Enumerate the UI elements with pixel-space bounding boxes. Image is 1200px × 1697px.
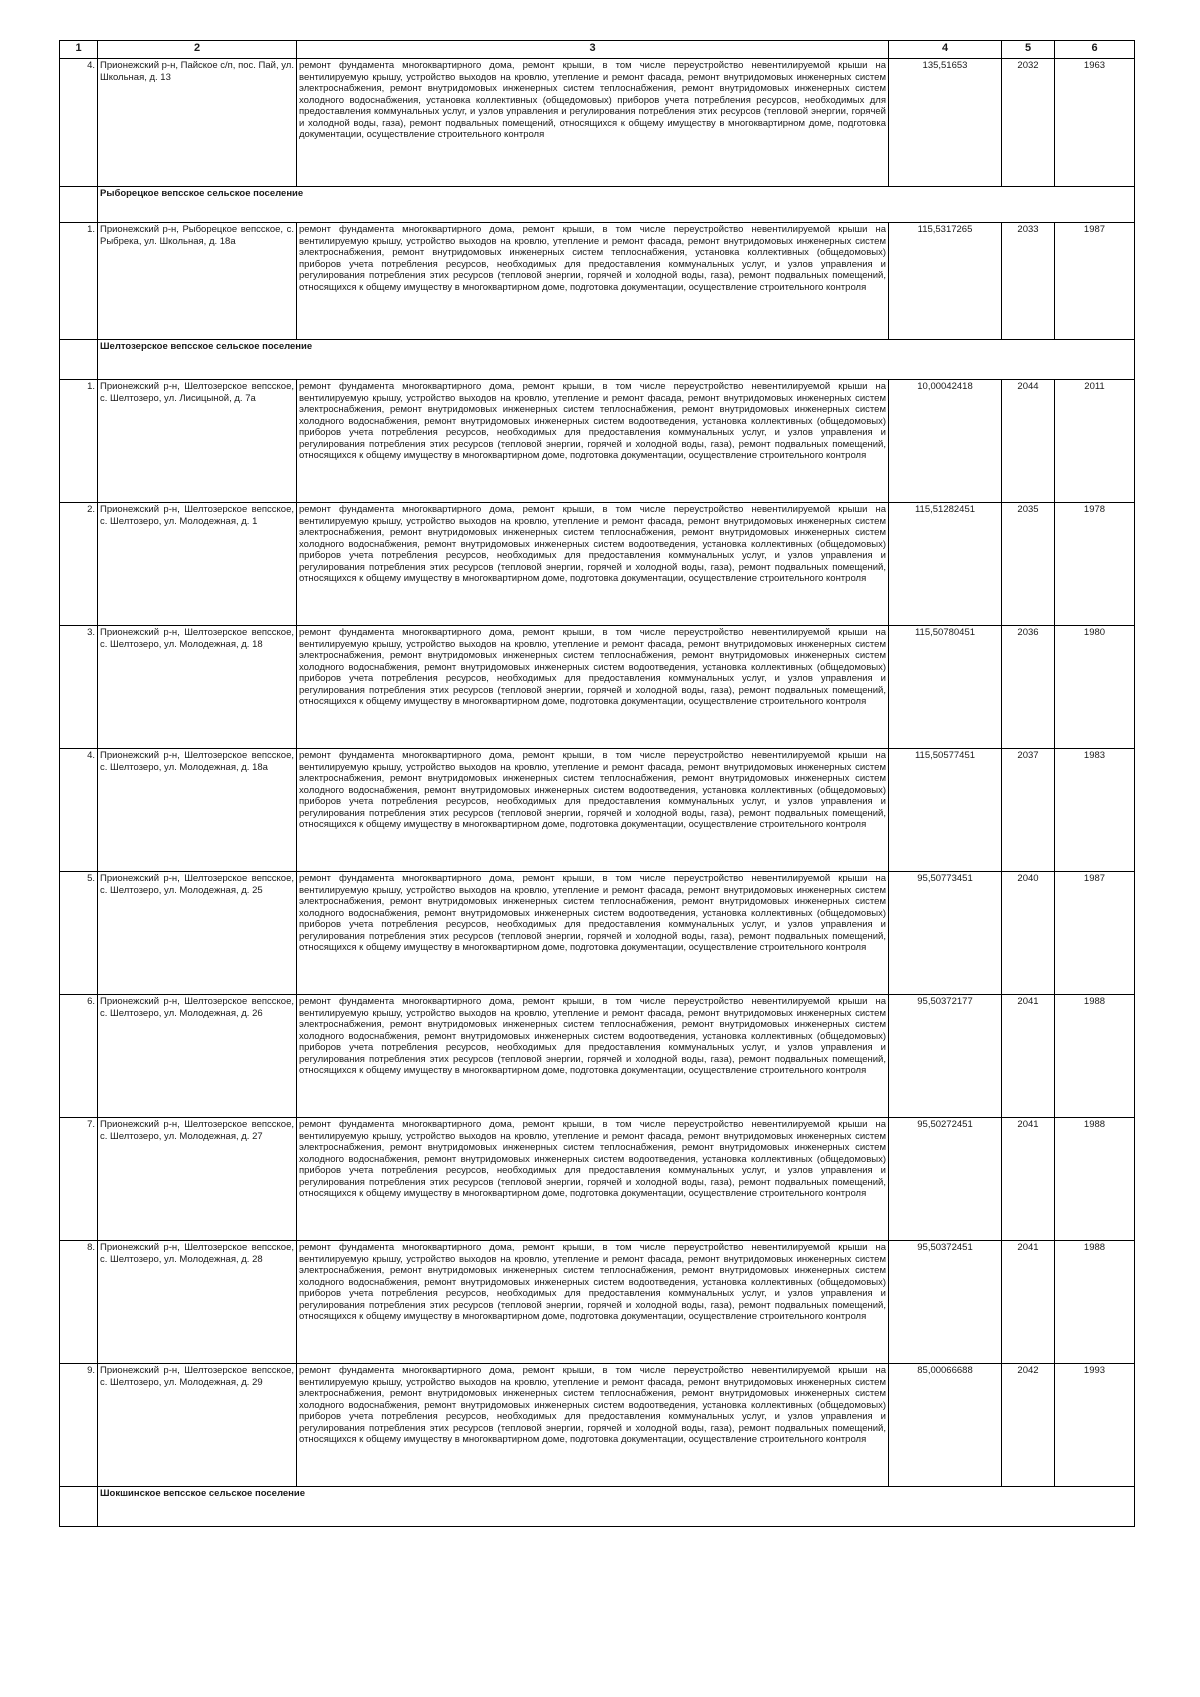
- works-cell: ремонт фундамента многоквартирного дома, ремонт крыши, в том числе переустройство невентилируемой крыши на вентилируемую крышу, устройство выходов на кровлю, утепление и ремонт фасада, ремонт внутридомовых инженерных систем электроснабжения, ремонт внутридомовых инженерных систем теплоснабжения, установка коллективных (общедомовых) приборов учета потребления ресурсов, необходимых для предоставления коммунальных услуг, и узлов управления и регулирования потребления этих ресурсов (тепловой энергии, горячей и холодной воды, газа), ремонт подвальных помещений, относящихся к общему имуществу в многоквартирном доме, подготовка документации, осуществление строительного контроля: [297, 223, 889, 340]
- cost-cell: 95,50773451: [889, 872, 1002, 995]
- row-number: 7.: [60, 1118, 98, 1241]
- built-year-cell: 1963: [1055, 59, 1135, 187]
- built-year-cell: 1988: [1055, 1118, 1135, 1241]
- planned-year-cell: 2040: [1002, 872, 1055, 995]
- address-cell: Прионежский р-н, Шелтозерское вепсское, с. Шелтозеро, ул. Молодежная, д. 28: [98, 1241, 297, 1364]
- cost-cell: 95,50372177: [889, 995, 1002, 1118]
- address-cell: Прионежский р-н, Пайское с/п, пос. Пай, ул. Школьная, д. 13: [98, 59, 297, 187]
- address-cell: Прионежский р-н, Шелтозерское вепсское, с. Шелтозеро, ул. Молодежная, д. 25: [98, 872, 297, 995]
- planned-year-cell: 2033: [1002, 223, 1055, 340]
- row-number: 9.: [60, 1364, 98, 1487]
- works-cell: ремонт фундамента многоквартирного дома, ремонт крыши, в том числе переустройство невентилируемой крыши на вентилируемую крышу, устройство выходов на кровлю, утепление и ремонт фасада, ремонт внутридомовых инженерных систем электроснабжения, ремонт внутридомовых инженерных систем теплоснабжения, ремонт внутридомовых инженерных систем холодного водоснабжения, ремонт внутридомовых инженерных систем водоотведения, установка коллективных (общедомовых) приборов учета потребления ресурсов, необходимых для предоставления коммунальных услуг, и узлов управления и регулирования потребления этих ресурсов (тепловой энергии, горячей и холодной воды, газа), ремонт подвальных помещений, относящихся к общему имуществу в многоквартирном доме, подготовка документации, осуществление строительного контроля: [297, 872, 889, 995]
- section-blank-cell: [60, 187, 98, 223]
- works-cell: ремонт фундамента многоквартирного дома, ремонт крыши, в том числе переустройство невентилируемой крыши на вентилируемую крышу, устройство выходов на кровлю, утепление и ремонт фасада, ремонт внутридомовых инженерных систем электроснабжения, ремонт внутридомовых инженерных систем теплоснабжения, ремонт внутридомовых инженерных систем холодного водоснабжения, ремонт внутридомовых инженерных систем водоотведения, установка коллективных (общедомовых) приборов учета потребления ресурсов, необходимых для предоставления коммунальных услуг, и узлов управления и регулирования потребления этих ресурсов (тепловой энергии, горячей и холодной воды, газа), ремонт подвальных помещений, относящихся к общему имуществу в многоквартирном доме, подготовка документации, осуществление строительного контроля: [297, 995, 889, 1118]
- planned-year-cell: 2032: [1002, 59, 1055, 187]
- row-number: 5.: [60, 872, 98, 995]
- cost-cell: 95,50372451: [889, 1241, 1002, 1364]
- cost-cell: 135,51653: [889, 59, 1002, 187]
- section-row: [60, 340, 1135, 380]
- table-row: [60, 872, 1135, 995]
- row-number: 4.: [60, 749, 98, 872]
- column-header: 1: [60, 41, 98, 59]
- cost-cell: 85,00066688: [889, 1364, 1002, 1487]
- cost-cell: 115,50577451: [889, 749, 1002, 872]
- cost-cell: 115,5317265: [889, 223, 1002, 340]
- table-row: [60, 503, 1135, 626]
- built-year-cell: 1988: [1055, 1241, 1135, 1364]
- built-year-cell: 1987: [1055, 872, 1135, 995]
- table-row: [60, 995, 1135, 1118]
- address-cell: Прионежский р-н, Шелтозерское вепсское, с. Шелтозеро, ул. Молодежная, д. 18: [98, 626, 297, 749]
- table-header-row: [60, 41, 1135, 59]
- planned-year-cell: 2041: [1002, 1118, 1055, 1241]
- works-cell: ремонт фундамента многоквартирного дома, ремонт крыши, в том числе переустройство невентилируемой крыши на вентилируемую крышу, устройство выходов на кровлю, утепление и ремонт фасада, ремонт внутридомовых инженерных систем электроснабжения, ремонт внутридомовых инженерных систем теплоснабжения, ремонт внутридомовых инженерных систем холодного водоснабжения, ремонт внутридомовых инженерных систем водоотведения, установка коллективных (общедомовых) приборов учета потребления ресурсов, необходимых для предоставления коммунальных услуг, и узлов управления и регулирования потребления этих ресурсов (тепловой энергии, горячей и холодной воды, газа), ремонт подвальных помещений, относящихся к общему имуществу в многоквартирном доме, подготовка документации, осуществление строительного контроля: [297, 749, 889, 872]
- address-cell: Прионежский р-н, Шелтозерское вепсское, с. Шелтозеро, ул. Молодежная, д. 18а: [98, 749, 297, 872]
- planned-year-cell: 2035: [1002, 503, 1055, 626]
- column-header: 3: [297, 41, 889, 59]
- address-cell: Прионежский р-н, Шелтозерское вепсское, с. Шелтозеро, ул. Лисицыной, д. 7а: [98, 380, 297, 503]
- row-number: 6.: [60, 995, 98, 1118]
- works-cell: ремонт фундамента многоквартирного дома, ремонт крыши, в том числе переустройство невентилируемой крыши на вентилируемую крышу, устройство выходов на кровлю, утепление и ремонт фасада, ремонт внутридомовых инженерных систем электроснабжения, ремонт внутридомовых инженерных систем теплоснабжения, ремонт внутридомовых инженерных систем холодного водоснабжения, ремонт внутридомовых инженерных систем водоотведения, установка коллективных (общедомовых) приборов учета потребления ресурсов, необходимых для предоставления коммунальных услуг, и узлов управления и регулирования потребления этих ресурсов (тепловой энергии, горячей и холодной воды, газа), ремонт подвальных помещений, относящихся к общему имуществу в многоквартирном доме, подготовка документации, осуществление строительного контроля: [297, 503, 889, 626]
- section-title: Рыборецкое вепсское сельское поселение: [98, 187, 1135, 223]
- planned-year-cell: 2041: [1002, 1241, 1055, 1364]
- column-header: 2: [98, 41, 297, 59]
- table-row: [60, 223, 1135, 340]
- section-title: Шелтозерское вепсское сельское поселение: [98, 340, 1135, 380]
- cost-cell: 95,50272451: [889, 1118, 1002, 1241]
- column-header: 4: [889, 41, 1002, 59]
- cost-cell: 115,51282451: [889, 503, 1002, 626]
- row-number: 8.: [60, 1241, 98, 1364]
- planned-year-cell: 2041: [1002, 995, 1055, 1118]
- table-row: [60, 1118, 1135, 1241]
- table-row: [60, 749, 1135, 872]
- table-row: [60, 59, 1135, 187]
- section-title: Шокшинское вепсское сельское поселение: [98, 1487, 1135, 1527]
- column-header: 5: [1002, 41, 1055, 59]
- planned-year-cell: 2036: [1002, 626, 1055, 749]
- row-number: 4.: [60, 59, 98, 187]
- row-number: 1.: [60, 380, 98, 503]
- table-row: [60, 1364, 1135, 1487]
- built-year-cell: 1983: [1055, 749, 1135, 872]
- works-cell: ремонт фундамента многоквартирного дома, ремонт крыши, в том числе переустройство невентилируемой крыши на вентилируемую крышу, устройство выходов на кровлю, утепление и ремонт фасада, ремонт внутридомовых инженерных систем электроснабжения, ремонт внутридомовых инженерных систем теплоснабжения, ремонт внутридомовых инженерных систем холодного водоснабжения, ремонт внутридомовых инженерных систем водоотведения, установка коллективных (общедомовых) приборов учета потребления ресурсов, необходимых для предоставления коммунальных услуг, и узлов управления и регулирования потребления этих ресурсов (тепловой энергии, горячей и холодной воды, газа), ремонт подвальных помещений, относящихся к общему имуществу в многоквартирном доме, подготовка документации, осуществление строительного контроля: [297, 380, 889, 503]
- built-year-cell: 1987: [1055, 223, 1135, 340]
- section-blank-cell: [60, 1487, 98, 1527]
- works-cell: ремонт фундамента многоквартирного дома, ремонт крыши, в том числе переустройство невентилируемой крыши на вентилируемую крышу, устройство выходов на кровлю, утепление и ремонт фасада, ремонт внутридомовых инженерных систем электроснабжения, ремонт внутридомовых инженерных систем теплоснабжения, ремонт внутридомовых инженерных систем холодного водоснабжения, ремонт внутридомовых инженерных систем водоотведения, установка коллективных (общедомовых) приборов учета потребления ресурсов, необходимых для предоставления коммунальных услуг, и узлов управления и регулирования потребления этих ресурсов (тепловой энергии, горячей и холодной воды, газа), ремонт подвальных помещений, относящихся к общему имуществу в многоквартирном доме, подготовка документации, осуществление строительного контроля: [297, 1118, 889, 1241]
- section-row: [60, 1487, 1135, 1527]
- section-blank-cell: [60, 340, 98, 380]
- address-cell: Прионежский р-н, Рыборецкое вепсское, с. Рыбрека, ул. Школьная, д. 18а: [98, 223, 297, 340]
- built-year-cell: 1993: [1055, 1364, 1135, 1487]
- built-year-cell: 2011: [1055, 380, 1135, 503]
- works-cell: ремонт фундамента многоквартирного дома, ремонт крыши, в том числе переустройство невентилируемой крыши на вентилируемую крышу, устройство выходов на кровлю, утепление и ремонт фасада, ремонт внутридомовых инженерных систем электроснабжения, ремонт внутридомовых инженерных систем теплоснабжения, ремонт внутридомовых инженерных систем холодного водоснабжения, ремонт внутридомовых инженерных систем водоотведения, установка коллективных (общедомовых) приборов учета потребления ресурсов, необходимых для предоставления коммунальных услуг, и узлов управления и регулирования потребления этих ресурсов (тепловой энергии, горячей и холодной воды, газа), ремонт подвальных помещений, относящихся к общему имуществу в многоквартирном доме, подготовка документации, осуществление строительного контроля: [297, 626, 889, 749]
- column-header: 6: [1055, 41, 1135, 59]
- address-cell: Прионежский р-н, Шелтозерское вепсское, с. Шелтозеро, ул. Молодежная, д. 27: [98, 1118, 297, 1241]
- cost-cell: 115,50780451: [889, 626, 1002, 749]
- table-body: [60, 59, 1135, 1527]
- address-cell: Прионежский р-н, Шелтозерское вепсское, с. Шелтозеро, ул. Молодежная, д. 29: [98, 1364, 297, 1487]
- capital-repair-table: [59, 40, 1135, 1527]
- table-row: [60, 626, 1135, 749]
- row-number: 2.: [60, 503, 98, 626]
- table-row: [60, 1241, 1135, 1364]
- planned-year-cell: 2037: [1002, 749, 1055, 872]
- section-row: [60, 187, 1135, 223]
- built-year-cell: 1980: [1055, 626, 1135, 749]
- works-cell: ремонт фундамента многоквартирного дома, ремонт крыши, в том числе переустройство невентилируемой крыши на вентилируемую крышу, устройство выходов на кровлю, утепление и ремонт фасада, ремонт внутридомовых инженерных систем электроснабжения, ремонт внутридомовых инженерных систем теплоснабжения, ремонт внутридомовых инженерных систем холодного водоснабжения, ремонт внутридомовых инженерных систем водоотведения, установка коллективных (общедомовых) приборов учета потребления ресурсов, необходимых для предоставления коммунальных услуг, и узлов управления и регулирования потребления этих ресурсов (тепловой энергии, горячей и холодной воды, газа), ремонт подвальных помещений, относящихся к общему имуществу в многоквартирном доме, подготовка документации, осуществление строительного контроля: [297, 1364, 889, 1487]
- planned-year-cell: 2044: [1002, 380, 1055, 503]
- planned-year-cell: 2042: [1002, 1364, 1055, 1487]
- row-number: 1.: [60, 223, 98, 340]
- row-number: 3.: [60, 626, 98, 749]
- cost-cell: 10,00042418: [889, 380, 1002, 503]
- works-cell: ремонт фундамента многоквартирного дома, ремонт крыши, в том числе переустройство невентилируемой крыши на вентилируемую крышу, устройство выходов на кровлю, утепление и ремонт фасада, ремонт внутридомовых инженерных систем электроснабжения, ремонт внутридомовых инженерных систем теплоснабжения, ремонт внутридомовых инженерных систем холодного водоснабжения, установка коллективных (общедомовых) приборов учета потребления ресурсов, необходимых для предоставления коммунальных услуг, и узлов управления и регулирования потребления этих ресурсов (тепловой энергии, горячей и холодной воды, газа), ремонт подвальных помещений, относящихся к общему имуществу в многоквартирном доме, подготовка документации, осуществление строительного контроля: [297, 59, 889, 187]
- address-cell: Прионежский р-н, Шелтозерское вепсское, с. Шелтозеро, ул. Молодежная, д. 26: [98, 995, 297, 1118]
- table-row: [60, 380, 1135, 503]
- works-cell: ремонт фундамента многоквартирного дома, ремонт крыши, в том числе переустройство невентилируемой крыши на вентилируемую крышу, устройство выходов на кровлю, утепление и ремонт фасада, ремонт внутридомовых инженерных систем электроснабжения, ремонт внутридомовых инженерных систем теплоснабжения, ремонт внутридомовых инженерных систем холодного водоснабжения, ремонт внутридомовых инженерных систем водоотведения, установка коллективных (общедомовых) приборов учета потребления ресурсов, необходимых для предоставления коммунальных услуг, и узлов управления и регулирования потребления этих ресурсов (тепловой энергии, горячей и холодной воды, газа), ремонт подвальных помещений, относящихся к общему имуществу в многоквартирном доме, подготовка документации, осуществление строительного контроля: [297, 1241, 889, 1364]
- address-cell: Прионежский р-н, Шелтозерское вепсское, с. Шелтозеро, ул. Молодежная, д. 1: [98, 503, 297, 626]
- built-year-cell: 1978: [1055, 503, 1135, 626]
- built-year-cell: 1988: [1055, 995, 1135, 1118]
